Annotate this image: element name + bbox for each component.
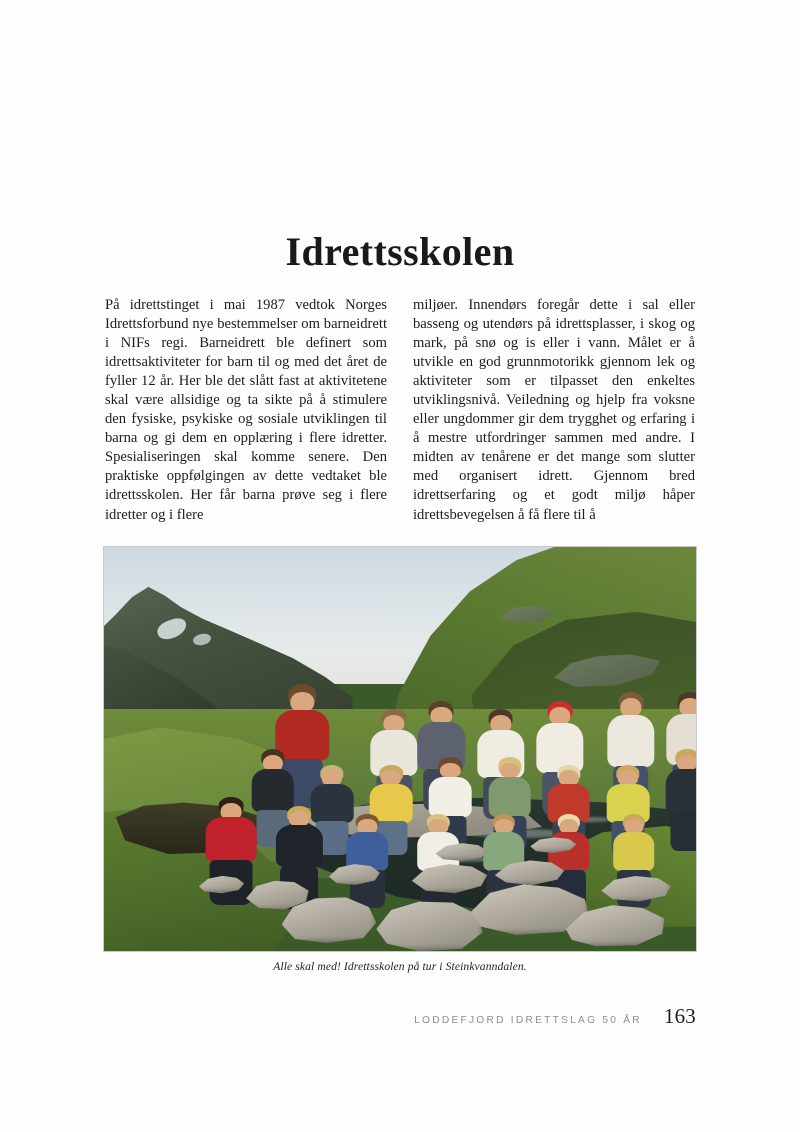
legs: [671, 813, 696, 851]
torso: [666, 769, 696, 814]
body-columns: [105, 296, 696, 525]
right-column-text: miljøer. Innendørs foregår dette i sal eller basseng og utendørs på idrettsplasser, i skog og mark, på snø og is eller i vann. Målet er å utvikle en god grunnmotorikk gjennom lek og aktiviteter som er tilpasset den enkeltes utviklingsnivå. Veiledning og hjelp fra voksne eller ungdommer gir dem trygghet og erfaring i å mestre utfordringer sammen med andre. I midten av tenårene er det mange som slutter med organisert idrett. Gjennom bred idrettserfaring og et godt miljø håper idrettsbevegelsen å få flere til å: [413, 297, 695, 523]
torso: [206, 817, 257, 861]
torso: [607, 715, 654, 768]
page-footer: [105, 1004, 696, 1029]
person-middle-row: [660, 749, 696, 850]
torso: [488, 777, 531, 818]
torso: [613, 832, 655, 871]
page-number: 163: [663, 1004, 696, 1028]
torso: [429, 777, 472, 818]
left-column-text: På idrettstinget i mai 1987 vedtok Norges Idrettsforbund nye bestemmelser om barneidrett i NIFs regi. Barneidrett ble definert som idrettsaktiviteter for barn til og med det året de fyller 12 år. Her ble det slått fast at aktivitetene skal være allsidige og ta sikte på å stimulere den fysiske, psykiske og sosiale utviklingen til barna og gi dem en opplæring i flere idretter. Spesialiseringen skal komme senere. Den praktiske oppfølgingen av dette vedtaket ble idrettsskolen. Her får barna prøve seg i flere idretter og i flere: [105, 297, 387, 523]
right-column: [413, 296, 695, 525]
photo-caption: Alle skal med! Idrettsskolen på tur i Steinkvanndalen.: [273, 960, 527, 973]
page-title: Idrettsskolen: [285, 228, 515, 274]
footer-book-title: LODDEFJORD IDRETTSLAG 50 ÅR: [414, 1015, 642, 1026]
torso: [276, 825, 322, 867]
photo-scene: [104, 547, 696, 951]
photograph: [104, 547, 696, 951]
left-column: [105, 296, 387, 525]
person-front-row: [341, 814, 394, 907]
